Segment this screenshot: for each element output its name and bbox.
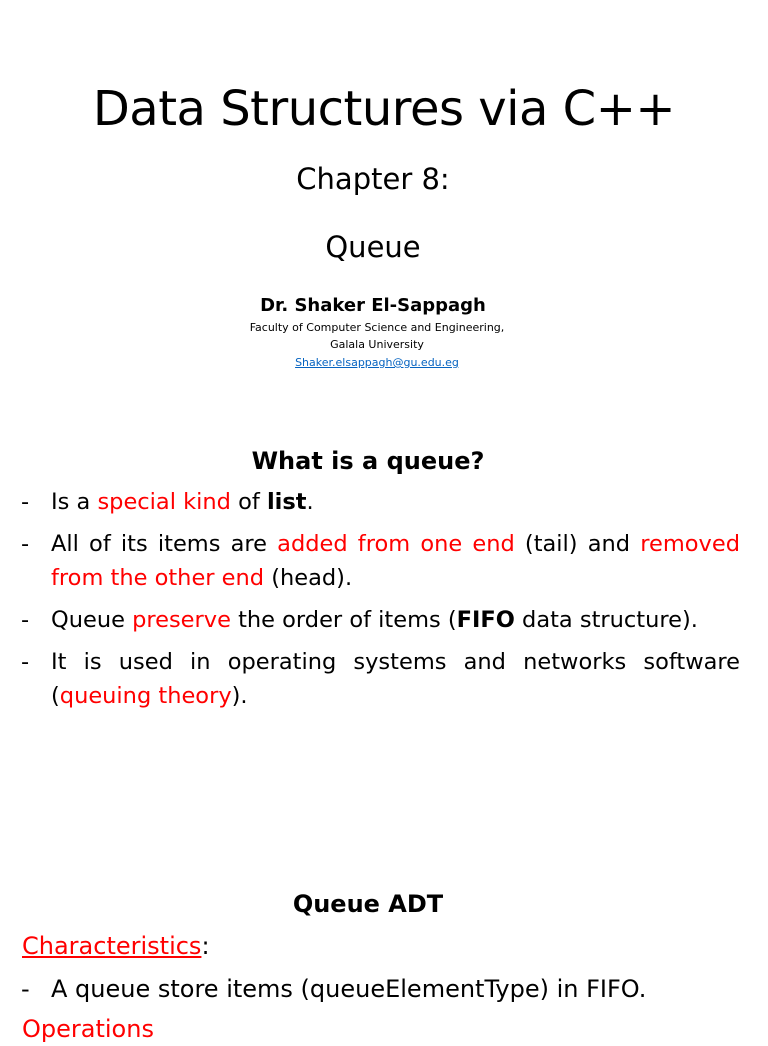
emphasis-text: added from one end xyxy=(277,531,515,557)
author-email xyxy=(0,355,754,371)
characteristics-label xyxy=(22,929,210,963)
bold-term: FIFO xyxy=(456,607,515,633)
bullet-dash: - xyxy=(21,607,30,633)
bullet-text: It is used in operating systems and networks software ( xyxy=(51,649,740,709)
bullet-dash: - xyxy=(21,649,30,675)
bullet-text: the order of items ( xyxy=(230,607,457,633)
characteristics-label-text: Characteristics xyxy=(22,932,202,960)
bullet-item xyxy=(18,645,740,713)
author-affiliation-line-1: Faculty of Computer Science and Engineering, xyxy=(249,321,505,334)
emphasis-text: special kind xyxy=(97,489,231,515)
characteristic-item xyxy=(18,972,740,1006)
bullet-text: (head). xyxy=(264,565,353,591)
author-name: Dr. Shaker El-Sappagh xyxy=(260,295,486,316)
emphasis-text: removed from the other end xyxy=(51,531,740,591)
chapter-topic: Queue xyxy=(325,230,421,264)
author-affiliation-line-2: Galala University xyxy=(330,338,424,351)
bullet-text: Is a xyxy=(51,489,98,515)
bullet-text: data structure). xyxy=(514,607,698,633)
bullet-item xyxy=(18,527,740,595)
bullet-text: Queue xyxy=(51,607,133,633)
queue-adt-heading: Queue ADT xyxy=(292,890,444,918)
document-title: Data Structures via C++ xyxy=(92,81,676,137)
chapter-label: Chapter 8: xyxy=(296,162,450,196)
bullet-text: (tail) and xyxy=(514,531,641,557)
author-email-link[interactable]: Shaker.elsappagh@gu.edu.eg xyxy=(295,356,459,369)
bullet-text: All of its items are xyxy=(51,531,278,557)
bullet-item xyxy=(18,603,740,637)
bullet-dash: - xyxy=(21,531,30,557)
emphasis-text: queuing theory xyxy=(59,683,232,709)
what-is-queue-heading: What is a queue? xyxy=(251,447,485,475)
emphasis-text: preserve xyxy=(132,607,231,633)
bullet-dash: - xyxy=(21,975,30,1003)
operations-label: Operations xyxy=(22,1015,154,1043)
bullet-text: . xyxy=(306,489,314,515)
bullet-dash: - xyxy=(21,489,30,515)
characteristics-colon: : xyxy=(201,932,210,960)
bullet-text: of xyxy=(230,489,267,515)
characteristic-text: A queue store items (queueElementType) in FIFO. xyxy=(51,975,647,1003)
bold-term: list xyxy=(266,489,307,515)
what-is-queue-bullet-list xyxy=(18,485,740,721)
bullet-item xyxy=(18,485,740,519)
bullet-text: ). xyxy=(231,683,248,709)
